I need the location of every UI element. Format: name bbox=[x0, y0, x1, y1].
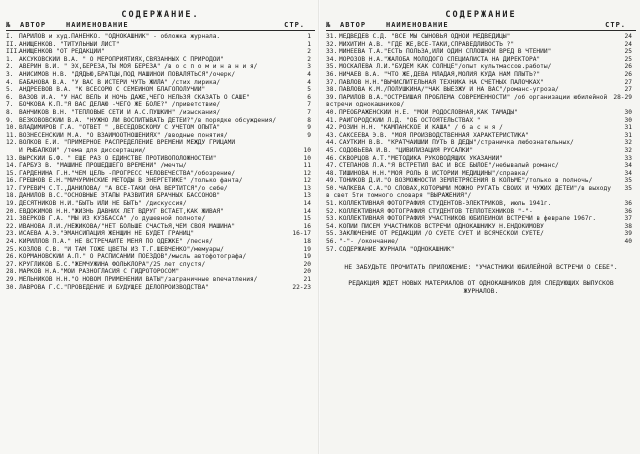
entry-number: 2. bbox=[6, 63, 14, 71]
left-page-title: СОДЕРЖАНИЕ. bbox=[121, 10, 200, 20]
entry-text: ВАНЧИКОВ В.Н. "ТЕПЛОВЫЕ СЕТИ И А.С.ПУШКИН" /изыскания/ bbox=[19, 108, 221, 116]
contents-entry bbox=[6, 192, 315, 200]
entry-page: 27 bbox=[624, 78, 632, 86]
entry-text: СТЕПАНОВ Л.А."Я ВСТРЕТИЛ ВАС И ВСЕ БЫЛОЕ"/небывалый романс/ bbox=[339, 162, 559, 170]
contents-entry bbox=[6, 63, 315, 71]
entry-page: 36 bbox=[624, 200, 632, 208]
contents-entry bbox=[6, 215, 315, 223]
entry-page: 20 bbox=[303, 260, 311, 268]
header-number: № bbox=[326, 21, 332, 29]
entry-text: КОЗЛОВ С.В. "И ТАМ ТОЖЕ ЦВЕТЫ ИЗ Т.Г.ШЕВЧЕНКО"/мемуары/ bbox=[19, 245, 224, 253]
entry-text: ТИШИНОВА Н.Н."МОЯ РОЛЬ В ИСТОРИИ МЕДИЦИНЫ"/справка/ bbox=[339, 169, 529, 177]
left-column-header bbox=[6, 20, 315, 31]
entry-number: 51. bbox=[326, 200, 338, 208]
left-page bbox=[0, 0, 319, 454]
entry-page: 26 bbox=[624, 63, 632, 71]
entry-number: 17. bbox=[6, 184, 18, 192]
contents-entry bbox=[326, 79, 636, 87]
contents-entry bbox=[6, 200, 315, 208]
right-page bbox=[320, 0, 640, 454]
left-contents-list bbox=[6, 33, 315, 291]
entry-text: ГАРДЕНИНА Г.Н."ЧЕМ ЦЕЛЬ -ПРОГРЕСС ЧЕЛОВЕЧЕСТВА"/обозрение/ bbox=[19, 169, 236, 177]
entry-number: 33. bbox=[326, 48, 338, 56]
editorial-note: РЕДАКЦИЯ ЖДЕТ НОВЫХ МАТЕРИАЛОВ ОТ ОДНОКАШНИКОВ ДЛЯ СЛЕДУЮЩИХ ВЫПУСКОВ ЖУРНАЛОВ. bbox=[348, 279, 614, 296]
entry-text: АНИЩЕНКОВ. "ТИТУЛЬНЫЙ ЛИСТ" bbox=[19, 40, 120, 48]
entry-page: 31 bbox=[624, 124, 632, 132]
contents-entry bbox=[326, 109, 636, 117]
contents-entry bbox=[6, 139, 315, 147]
contents-entry bbox=[6, 230, 315, 238]
contents-entry bbox=[6, 132, 315, 140]
right-column-header bbox=[326, 20, 636, 31]
entry-number: 38. bbox=[326, 86, 338, 94]
contents-entry bbox=[326, 132, 636, 140]
entry-text: АНИСИМОВ Н.В. "ДЯДЬЮ,БРАТЦЫ,ПОД МАШИНОЙ ПОВАЛЯТЬСЯ"/очерк/ bbox=[19, 70, 236, 78]
contents-entry bbox=[326, 139, 636, 147]
entry-text: КОЛЛЕКТИВНАЯ ФОТОГРАФИЯ УЧАСТНИКОВ ЮБИЛЕЙНОЙ ВСТРЕЧИ в феврале 1967г. bbox=[339, 215, 597, 223]
appendix-notice: НЕ ЗАБУДЬТЕ ПРОЧИТАТЬ ПРИЛОЖЕНИЕ: "УЧАСТНИКИ ЮБИЛЕЙНОЙ ВСТРЕЧИ О СЕБЕ". bbox=[344, 263, 618, 272]
contents-entry bbox=[6, 170, 315, 178]
contents-entry bbox=[6, 253, 315, 261]
entry-page: 16 bbox=[303, 222, 311, 230]
contents-entry bbox=[6, 284, 315, 292]
entry-text: АНИЩЕНКОВ "ОТ РЕДАКЦИИ" bbox=[19, 48, 105, 56]
contents-entry bbox=[6, 246, 315, 254]
entry-page: 1 bbox=[307, 33, 311, 40]
entry-number: 11. bbox=[6, 131, 18, 139]
entry-number: 40. bbox=[326, 108, 338, 116]
entry-text: ВЕЗКОВОВСКИЙ В.А. "НУЖНО ЛИ ВОСПИТЫВАТЬ ДЕТЕЙ?"/в порядке обсуждения/ bbox=[19, 116, 277, 124]
entry-number: 29. bbox=[6, 276, 18, 283]
entry-text: НИЧАЕВ В.А. "ЧТО ЖЕ,ДЕВА МЛАДАЯ,МОЛИЯ КУДА НАМ ПЛЫТЬ?" bbox=[339, 70, 541, 78]
entry-page: 10 bbox=[303, 146, 311, 154]
entry-page: 13 bbox=[303, 184, 311, 192]
entry-page: 11 bbox=[303, 162, 311, 170]
entry-page: 9 bbox=[307, 131, 311, 139]
entry-number: 37. bbox=[326, 78, 338, 86]
entry-number: 53. bbox=[326, 215, 338, 223]
entry-text: ЧАЛКЕВА С.А."О СЛОВАХ,КОТОРЫМИ МОЖНО РУГАТЬ СВОИХ И ЧУЖИХ ДЕТЕЙ"/в выходу в свет 5ти томного словаря "ВЫРАЖЕНИЯ"/ bbox=[326, 184, 611, 200]
entry-number: 48. bbox=[326, 169, 338, 177]
entry-text: ПАВЛОВ Н.Н."ВЫЧИСЛИТЕЛЬНАЯ ТЕХНИКА НА СЧЕТНЫХ ПАЛОЧКАХ" bbox=[339, 78, 544, 86]
contents-entry bbox=[326, 246, 636, 254]
contents-entry bbox=[326, 86, 636, 94]
entry-text: МЕДВЕДЕВ С.Д. "ВСЕ МЫ СЫНОВЬЯ ОДНОЙ МЕДВЕДИЦЫ" bbox=[339, 33, 511, 40]
entry-text: АНДРЕЕВОВ В.А. "К ВСЕСОРЮ С СЕМЕЙНОМ БЛАГОПОЛУЧИИ" bbox=[19, 86, 206, 94]
entry-text: СОДОВЬЕВА И.В. "ЦИВИЛИЗАЦИЯ РУСАЛКИ" bbox=[339, 146, 474, 154]
contents-entry bbox=[6, 177, 315, 185]
entry-page: 35 bbox=[624, 184, 632, 192]
entry-page: 37 bbox=[624, 215, 632, 223]
header-number: № bbox=[6, 21, 12, 29]
entry-text: КОЛЛЕКТИВНАЯ ФОТОГРАФИЯ СТУДЕНТОВ ТЕПЛОТЕХНИКОВ "-"- bbox=[339, 207, 533, 215]
entry-number: 1. bbox=[6, 55, 14, 63]
contents-entry bbox=[326, 185, 636, 200]
entry-page: 39 bbox=[624, 230, 632, 238]
entry-page: 30 bbox=[624, 116, 632, 124]
entry-number: 28. bbox=[6, 268, 18, 276]
entry-page: 26 bbox=[624, 70, 632, 78]
entry-text: ВОЗНЕСЕНСКИЙ М.А. "О ВЗАИМООТНОШЕНИЯХ" /вводные понятия/ bbox=[19, 131, 228, 139]
contents-entry bbox=[326, 71, 636, 79]
entry-page: 15 bbox=[303, 215, 311, 223]
entry-text: И РЫБАЛКОЙ" /тема для диссертации/ bbox=[19, 146, 146, 154]
entry-page: 19 bbox=[303, 245, 311, 253]
contents-entry bbox=[6, 124, 315, 132]
entry-number: 9. bbox=[6, 116, 14, 124]
entry-page: 34 bbox=[624, 169, 632, 177]
contents-entry bbox=[6, 109, 315, 117]
entry-text: ЗАКЛЮЧЕНИЕ ОТ РЕДАКЦИИ /О СУЕТЕ СУЕТ И ВСЯЧЕСКОЙ СУЕТЕ/ bbox=[339, 230, 544, 238]
entry-text: РОЗИН Н.Н. "КАМПАНСКОЕ И КАША" / б а с н я / bbox=[339, 124, 503, 132]
entry-text: АВЕРИН В.И. " ЭХ,БЕРЕЗА,ТЫ МОЯ БЕРЕЗА" /в о с п о м и н а н и я/ bbox=[19, 63, 258, 71]
entry-page: 4 bbox=[307, 78, 311, 86]
contents-entry bbox=[6, 223, 315, 231]
contents-entry bbox=[6, 101, 315, 109]
entry-page: 7 bbox=[307, 108, 311, 116]
entry-number: 20. bbox=[6, 207, 18, 215]
entry-text: ЗВЕРКОВ Г.А. "МЫ ИЗ КУЗБАССА" /о душевной полноте/ bbox=[19, 215, 206, 223]
entry-number: 49. bbox=[326, 177, 338, 185]
entry-text: ИВАНОВА Л.И./НЕЖИКОВА/"НЕТ БОЛЬШЕ СЧАСТЬЯ,ЧЕМ СВОЯ МАШИНА" bbox=[19, 222, 236, 230]
contents-entry bbox=[326, 162, 636, 170]
entry-text: ГУРЕВИЧ С.Т.,ДАНИЛОВА/ "А ВСЕ-ТАКИ ОНА ВЕРТИТСЯ"/о себе/ bbox=[19, 184, 228, 192]
entry-page: 27 bbox=[624, 86, 632, 94]
entry-text: ВЫРСКИЙ Б.Ф. " ЕЩЕ РАЗ О ЕДИНСТВЕ ПРОТИВОПОЛОЖНОСТЕЙ" bbox=[19, 154, 217, 162]
contents-entry bbox=[326, 147, 636, 155]
entry-page: 30 bbox=[624, 108, 632, 116]
entry-text: МИХИТИН А.В. "ГДЕ ЖЕ,ВСЕ-ТАКИ,СПРАВЕДЛИВОСТЬ ?" bbox=[339, 40, 515, 48]
entry-number: 26. bbox=[6, 253, 18, 261]
entry-text: "-"- /окончание/ bbox=[339, 238, 399, 246]
entry-page: 16-17 bbox=[292, 230, 311, 238]
entry-text: ВЛАДИМИРОВ Г.А. "ОТВЕТ " ,ВЕСЕДОВСКОМУ С УЧЕТОМ ОПЫТА" bbox=[19, 124, 221, 132]
entry-number: I. bbox=[6, 33, 14, 40]
entry-number: 8. bbox=[6, 108, 14, 116]
contents-entry bbox=[6, 94, 315, 102]
entry-text: ПАРИЛОВ В.А."ОСТРЕЙШАЯ ПРОБЛЕМА СОВРЕМЕННОСТИ" /об организации юбилейной встречи однокашников/ bbox=[326, 93, 608, 109]
contents-entry bbox=[6, 155, 315, 163]
contents-entry bbox=[6, 208, 315, 216]
entry-number: 23. bbox=[6, 230, 18, 238]
contents-entry bbox=[326, 215, 636, 223]
contents-entry bbox=[326, 155, 636, 163]
entry-page: 21 bbox=[303, 276, 311, 283]
entry-number: 6. bbox=[6, 93, 14, 101]
entry-page: 18 bbox=[303, 238, 311, 246]
contents-entry bbox=[326, 124, 636, 132]
entry-text: САУТКИН В.В. "КРАТЧАЙШИЙ ПУТЬ В ДЕДЫ"/страничка любознательных/ bbox=[339, 139, 574, 147]
contents-entry bbox=[6, 276, 315, 284]
entry-text: МОСКАЛЕВА Л.И."БУДЕМ КАК СОЛНЦЕ"/опыт культмассов.работы/ bbox=[339, 63, 552, 71]
entry-text: ИСАЕВА А.Э."ЭМАНСИПАЦИЯ ЖЕНЩИН НЕ БУДЕТ ГРАНИЦ" bbox=[19, 230, 195, 238]
entry-text: БАБАНОВА В.А. "У ВАС В ИСТЕРИ ЧУТЬ ЖИЛА" /стих лирика/ bbox=[19, 78, 221, 86]
entry-page: 14 bbox=[303, 207, 311, 215]
contents-entry bbox=[6, 238, 315, 246]
contents-entry bbox=[326, 200, 636, 208]
entry-number: 44. bbox=[326, 139, 338, 147]
contents-entry bbox=[6, 33, 315, 41]
entry-page: 34 bbox=[624, 162, 632, 170]
entry-text: МАРКОВ Н.А."МОИ РАЗНОГЛАСИЯ С ГИДРОТОРОСОМ" bbox=[19, 268, 180, 276]
entry-text: КОПИИ ПИСЕМ УЧАСТНИКОВ ВСТРЕЧИ ОДНОКАШНИКУ Н.ЕНДОКИМОВУ bbox=[339, 222, 544, 230]
contents-entry bbox=[6, 268, 315, 276]
contents-entry bbox=[6, 41, 315, 49]
entry-number: 13. bbox=[6, 154, 18, 162]
entry-text: КОРМАНОВСКИЙ А.П." О РАСПИСАНИИ ПОЕЗДОВ"/мысль автофотографа/ bbox=[19, 253, 247, 261]
entry-page: 19 bbox=[303, 253, 311, 261]
entry-text: КОЛЛЕКТИВНАЯ ФОТОГРАФИЯ СТУДЕНТОВ-ЭЛЕКТРИКОВ, июль 1941г. bbox=[339, 200, 552, 208]
entry-page: 9 bbox=[307, 124, 311, 132]
entry-text: МИНЕЕВА Т.А."ЕСТЬ ПОЛЬЗА,ИЛИ ОДИН СПЛОШНОЙ ВРЕД В ЧТЕНИИ" bbox=[339, 48, 552, 56]
contents-entry bbox=[6, 79, 315, 87]
entry-number: 31. bbox=[326, 33, 338, 40]
header-page: СТР. bbox=[284, 21, 305, 29]
entry-text: АКСУКОВСКИЙ В.А. " О МЕРОПРИЯТИЯХ,СВЯЗАННЫХ С ПРИРОДОЙ" bbox=[19, 55, 224, 63]
entry-page: 12 bbox=[303, 177, 311, 185]
entry-page: 40 bbox=[624, 238, 632, 246]
entry-number: 45. bbox=[326, 146, 338, 154]
entry-text: ГАРБУЗ В. "МАШИНЕ ПРОШЕДШЕГО ВРЕМЕНИ" /мечты/ bbox=[19, 162, 187, 170]
right-contents-list bbox=[326, 33, 636, 253]
entry-page: 20 bbox=[303, 268, 311, 276]
entry-number: 27. bbox=[6, 260, 18, 268]
entry-text: ПРЕОБРАЖЕНСКИЙ Н.Е. "МОЙ РОДОСЛОВНАЯ,КАК ТАМАДЫ" bbox=[339, 108, 518, 116]
header-author: АВТОР bbox=[20, 21, 47, 29]
entry-text: ВОЛКОВ Е.И. "ПРИМЕРНОЕ РАСПРЕДЕЛЕНИЕ ВРЕМЕНИ МЕЖДУ ГРИЦАМИ bbox=[19, 139, 236, 147]
contents-entry bbox=[326, 33, 636, 41]
entry-number: 7. bbox=[6, 101, 14, 109]
contents-entry bbox=[326, 48, 636, 56]
entry-number: 50. bbox=[326, 184, 338, 192]
entry-number: 35. bbox=[326, 63, 338, 71]
contents-entry bbox=[6, 261, 315, 269]
contents-entry bbox=[326, 56, 636, 64]
entry-page: 22-23 bbox=[292, 283, 311, 291]
contents-entry bbox=[6, 48, 315, 56]
entry-number: 57. bbox=[326, 245, 338, 253]
entry-text: ТОНИКОВ Д.И."О ВОЗМОЖНОСТИ ЗЕМЛЕТРЯСЕНИЯ В КОЛЬМЕ"/только в полночь/ bbox=[339, 177, 593, 185]
entry-text: ПАВЛОВА К.М./ПОЛУШКИНА/"ЧАК ВЫЕЗЖУ И НА ВАС"/романс-угроза/ bbox=[339, 86, 559, 94]
entry-number: 12. bbox=[6, 139, 18, 147]
header-page: СТР. bbox=[605, 21, 626, 29]
entry-page: 32 bbox=[624, 146, 632, 154]
entry-text: СОДЕРЖАНИЕ ЖУРНАЛА "ОДНОКАШНИК" bbox=[339, 245, 455, 253]
entry-text: ДАНИЛОВ В.С."ОСНОВНЫЕ ЭТАПЫ РАЗВИТИЯ БРАЧНЫХ БАССОНОВ" bbox=[19, 192, 221, 200]
contents-entry bbox=[326, 117, 636, 125]
entry-text: САКСЕЕВА Э.В. "МОЯ ПРОИЗВОДСТВЕННАЯ ХАРАКТЕРИСТИКА" bbox=[339, 131, 529, 139]
entry-page: 36 bbox=[624, 207, 632, 215]
contents-entry bbox=[326, 63, 636, 71]
contents-entry bbox=[6, 117, 315, 125]
entry-number: 47. bbox=[326, 162, 338, 170]
contents-entry bbox=[326, 41, 636, 49]
entry-number: 5. bbox=[6, 86, 14, 94]
entry-number: 36. bbox=[326, 70, 338, 78]
contents-entry bbox=[326, 170, 636, 178]
entry-page: 24 bbox=[624, 33, 632, 40]
entry-page: 12 bbox=[303, 169, 311, 177]
entry-page: 7 bbox=[307, 101, 311, 109]
contents-entry bbox=[6, 71, 315, 79]
entry-number: 16. bbox=[6, 177, 18, 185]
entry-page: 4 bbox=[307, 70, 311, 78]
contents-entry bbox=[6, 56, 315, 64]
entry-text: ВАЗОВ И.А. "У НАС ВЕЛЬ И НОЧЬ ДАЖЕ,ЧЕГО НЕЛЬЗЯ СКАЗАТЬ О САШЕ" bbox=[19, 93, 250, 101]
contents-entry bbox=[326, 177, 636, 185]
entry-number: 54. bbox=[326, 222, 338, 230]
entry-page: 3 bbox=[307, 63, 311, 71]
header-author: АВТОР bbox=[340, 21, 367, 29]
entry-text: КРУГЛИКОВ Б.С."ЖЕМЧУЖИНА ФОЛЬКЛОРА"/25 лет спустя/ bbox=[19, 260, 206, 268]
header-name: НАИМЕНОВАНИЕ bbox=[386, 21, 449, 29]
entry-number: II. bbox=[6, 40, 18, 48]
entry-text: РАЙГОРОДСКИЙ Л.Д. "ОБ ОСТОЯТЕЛЬСТВАХ " bbox=[339, 116, 481, 124]
contents-entry bbox=[6, 86, 315, 94]
entry-page: 2 bbox=[307, 55, 311, 63]
entry-number: III. bbox=[6, 48, 21, 56]
entry-number: 15. bbox=[6, 169, 18, 177]
entry-text: ПАРИЛОВ и худ.ПАНЕНКО. "ОДНОКАШНИК" - обложка журнала. bbox=[19, 33, 221, 40]
entry-number: 21. bbox=[6, 215, 18, 223]
entry-text: ЕВДОКИМОВ Н.Н."ЖИЗНЬ ДАВНИХ ЛЕТ ВДРУГ ВСТАЕТ,КАК ЖИВАЯ" bbox=[19, 207, 224, 215]
entry-page: 10 bbox=[303, 154, 311, 162]
entry-page: 8 bbox=[307, 116, 311, 124]
entry-number: 19. bbox=[6, 200, 18, 208]
entry-number: 41. bbox=[326, 116, 338, 124]
entry-text: БОЧКОВА К.П."Я ВАС ДЕЛАЮ -ЧЕГО ЖЕ БОЛЕ?" /приветствие/ bbox=[19, 101, 221, 109]
entry-number: 46. bbox=[326, 154, 338, 162]
entry-text: ЛАВРОВА Г.С."ПРОВЕДЕНИЕ И БУДУЩЕЕ ДЕЛОПРОИЗВОДСТВА" bbox=[19, 283, 209, 291]
entry-number: 43. bbox=[326, 131, 338, 139]
right-page-title: СОДЕРЖАНИЕ bbox=[445, 10, 517, 20]
entry-page: 25 bbox=[624, 48, 632, 56]
entry-number: 42. bbox=[326, 124, 338, 132]
entry-page: 38 bbox=[624, 222, 632, 230]
contents-entry bbox=[6, 185, 315, 193]
contents-entry bbox=[326, 238, 636, 246]
entry-text: МОРОЗОВ Н.А."ЖАЛОБА МОЛОДОГО СПЕЦИАЛИСТА НА ДИРЕКТОРА" bbox=[339, 55, 541, 63]
entry-text: ГРЕШНОВ Е.Н."МИЧУРИНСКИЕ МЕТОДЫ В ЭНЕРГЕТИКЕ" /только фанта/ bbox=[19, 177, 243, 185]
entry-number: 25. bbox=[6, 245, 18, 253]
entry-number: 18. bbox=[6, 192, 18, 200]
entry-text: КИРИЛЛОВ П.А." НЕ ВСТРЕЧАЙТЕ МЕНЯ ПО ОДЕЖКЕ" /песня/ bbox=[19, 238, 213, 246]
entry-number: 14. bbox=[6, 162, 18, 170]
entry-page: 6 bbox=[307, 93, 311, 101]
entry-number: 39. bbox=[326, 93, 338, 101]
entry-number: 4. bbox=[6, 78, 14, 86]
entry-number: 24. bbox=[6, 238, 18, 246]
entry-text: СКВОРЦОВ А.Т."МЕТОДИКА РУКОВОДЯЩИХ УКАЗАНИЙ" bbox=[339, 154, 503, 162]
entry-page: 5 bbox=[307, 86, 311, 94]
entry-number: 34. bbox=[326, 55, 338, 63]
contents-entry bbox=[6, 162, 315, 170]
entry-page: 13 bbox=[303, 192, 311, 200]
entry-number: 56. bbox=[326, 238, 338, 246]
entry-number: 55. bbox=[326, 230, 338, 238]
header-name: НАИМЕНОВАНИЕ bbox=[66, 21, 129, 29]
entry-text: МЕЛЬНИКОВ Н.Н."О НОВОМ ПРИМЕНЕНИИ ВАТЫ"/заграничные впечатления/ bbox=[19, 276, 258, 283]
entry-number: 30. bbox=[6, 283, 18, 291]
contents-entry bbox=[6, 147, 315, 155]
entry-page: 14 bbox=[303, 200, 311, 208]
entry-number: 22. bbox=[6, 222, 18, 230]
contents-entry bbox=[326, 208, 636, 216]
entry-page: 24 bbox=[624, 40, 632, 48]
entry-number: 32. bbox=[326, 40, 338, 48]
entry-page: 35 bbox=[624, 177, 632, 185]
entry-number: 52. bbox=[326, 207, 338, 215]
entry-page: 1 bbox=[307, 40, 311, 48]
entry-page: 25 bbox=[624, 55, 632, 63]
contents-entry bbox=[326, 223, 636, 231]
entry-page: 2 bbox=[307, 48, 311, 56]
entry-number: 10. bbox=[6, 124, 18, 132]
entry-number: 3. bbox=[6, 70, 14, 78]
entry-text: ДЕСЯТНИКОВ Н.И."БЫТЬ ИЛИ НЕ БЫТЬ" /дискуссия/ bbox=[19, 200, 187, 208]
entry-page: 28-29 bbox=[613, 93, 632, 101]
entry-page: 31 bbox=[624, 131, 632, 139]
contents-entry bbox=[326, 94, 636, 109]
contents-entry bbox=[326, 230, 636, 238]
entry-page: 32 bbox=[624, 139, 632, 147]
entry-page: 33 bbox=[624, 154, 632, 162]
